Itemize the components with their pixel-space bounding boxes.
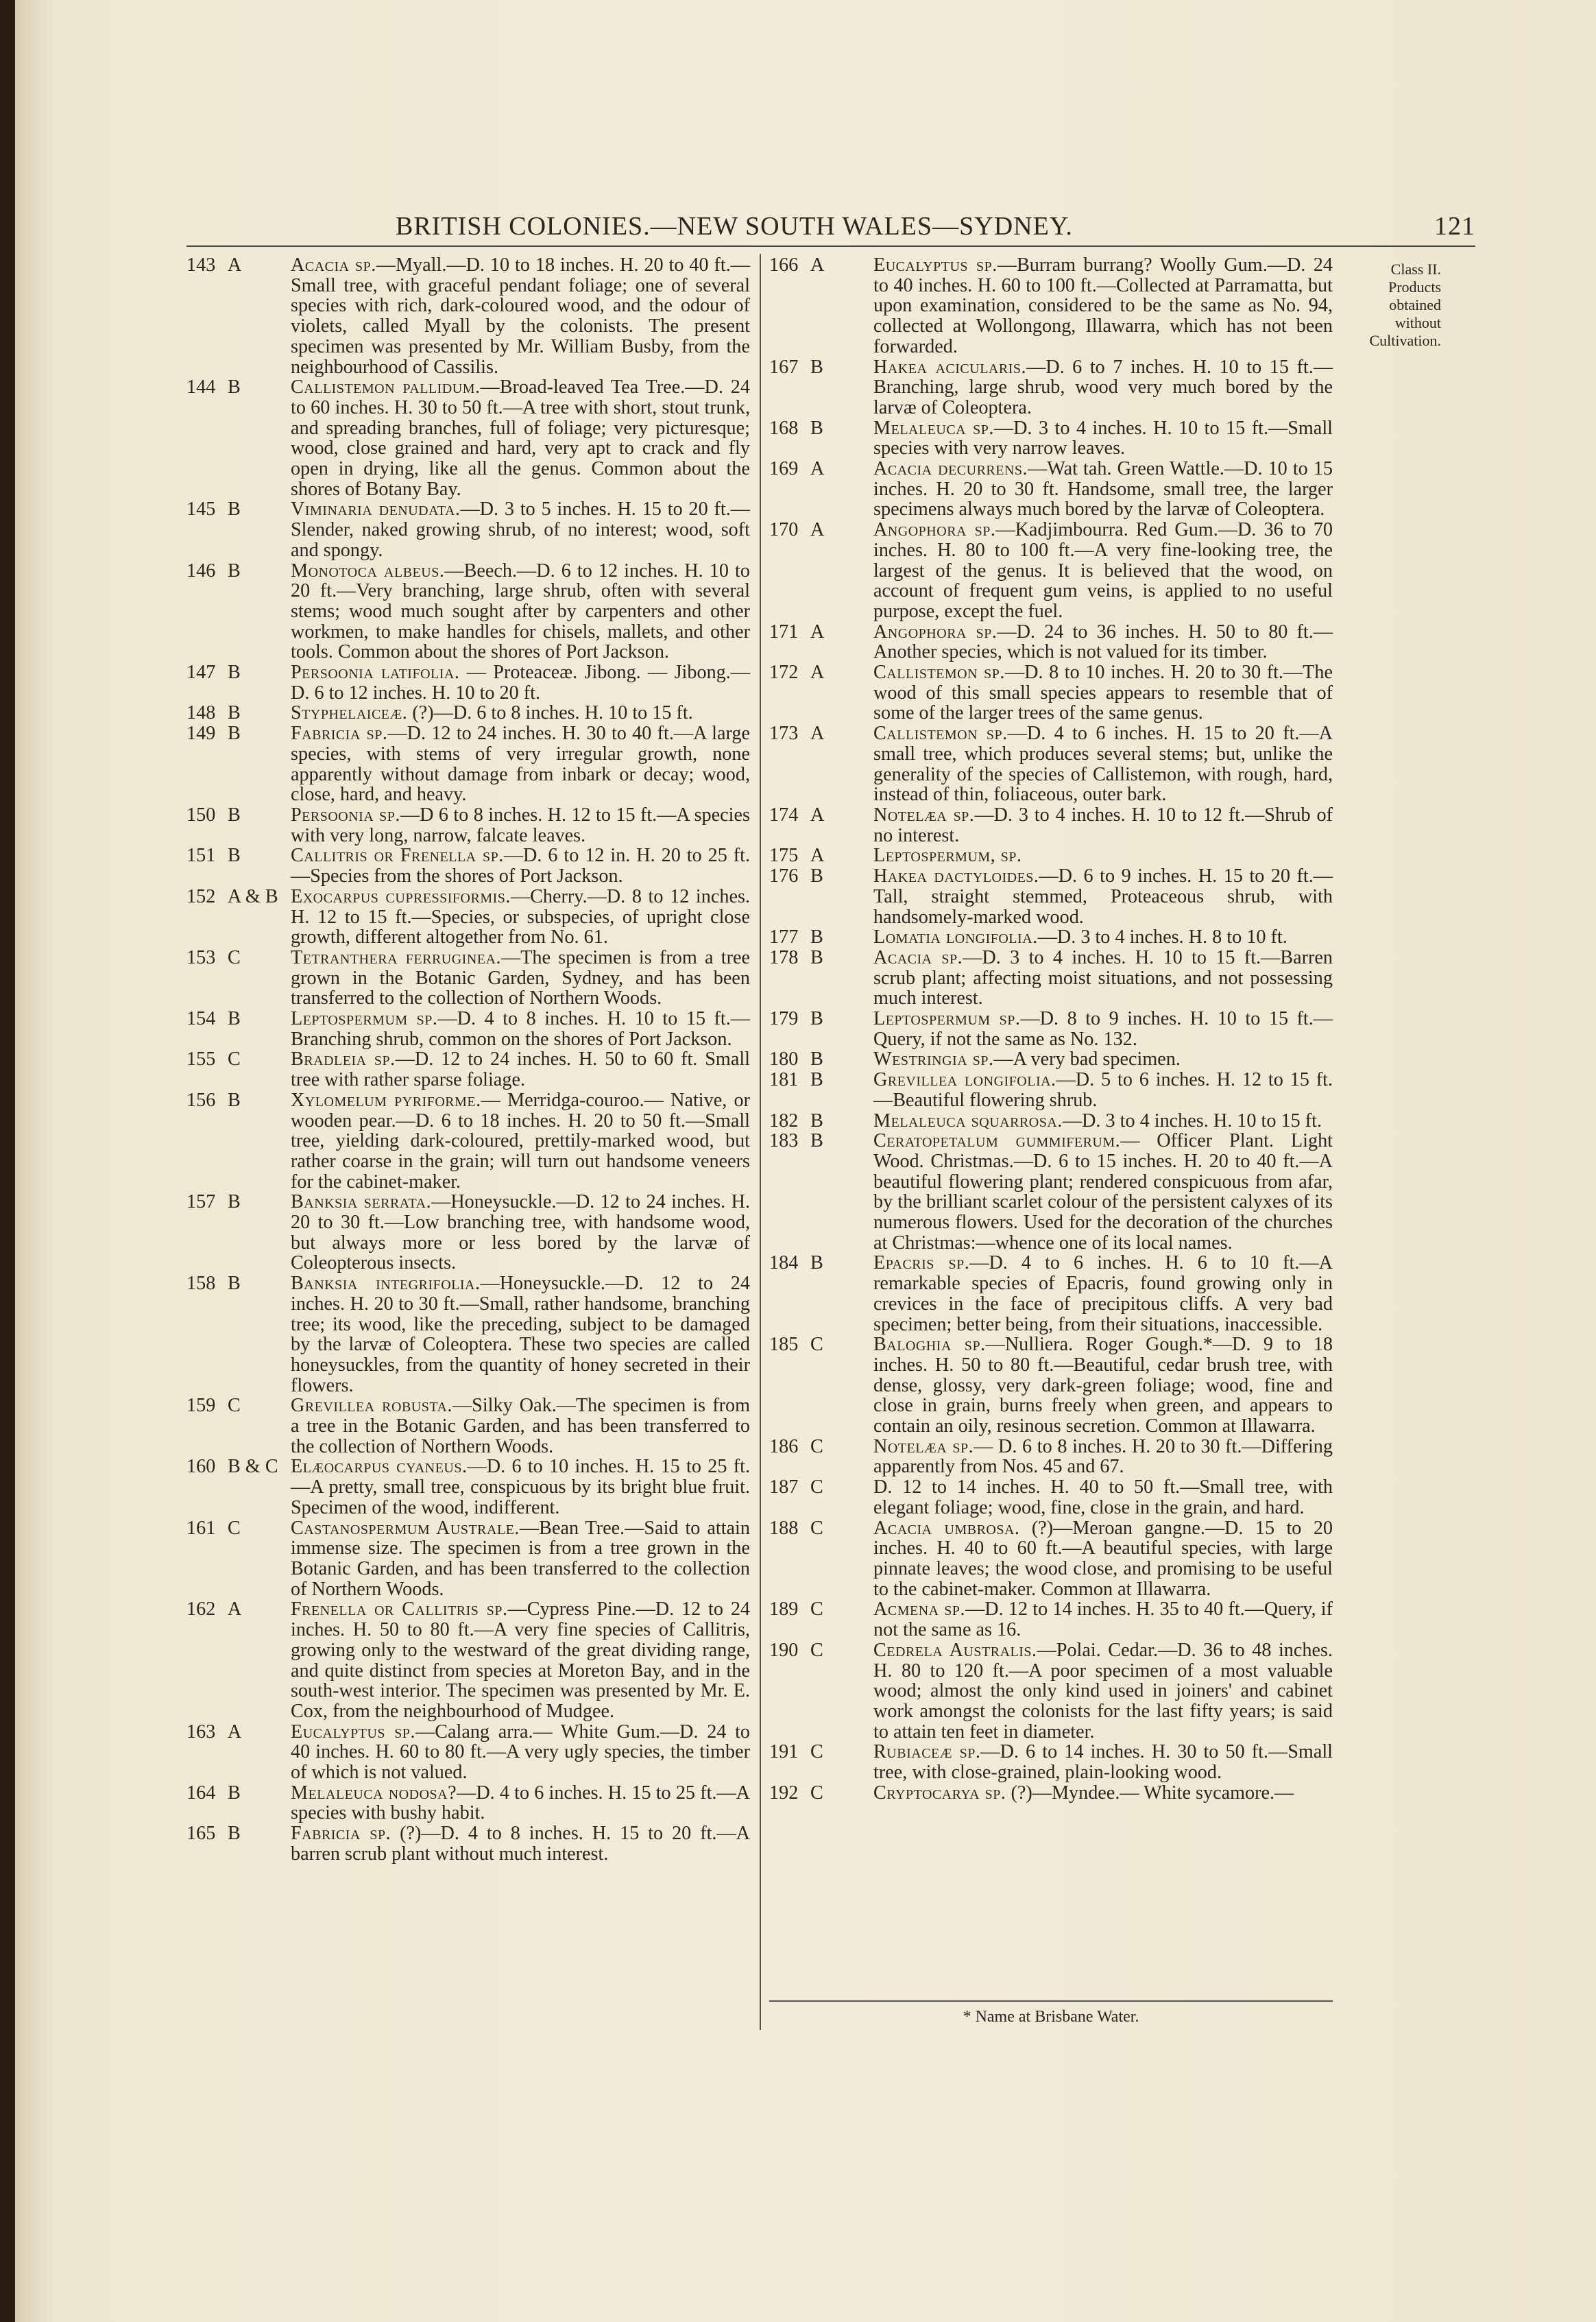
entry-number: 180 <box>769 1049 799 1070</box>
species-name: Persoonia sp. <box>291 804 400 826</box>
entry-number: 187 <box>769 1476 799 1498</box>
entry-description: —D. 24 to 36 inches. H. 50 to 80 ft.—Another species, which is not valued for its timber. <box>873 621 1333 663</box>
species-name: Cedrela Australis. <box>873 1639 1037 1661</box>
entry-number: 149 <box>186 723 216 745</box>
catalogue-entry <box>769 1334 1333 1437</box>
footnote: * Name at Brisbane Water. <box>963 2008 1139 2026</box>
entry-description: —Silky Oak.—The specimen is from a tree in the Botanic Garden, and has been transferred to the collection of Northern Woods. <box>291 1395 750 1457</box>
species-name: Fabricia sp. <box>291 1823 391 1845</box>
species-name: Styphelaiceæ. <box>291 702 408 724</box>
catalogue-entry <box>769 520 1333 622</box>
entry-description: —D. 8 to 9 inches. H. 10 to 15 ft.—Query, if not the same as No. 132. <box>873 1008 1333 1050</box>
entry-description: — D. 6 to 8 inches. H. 20 to 30 ft.—Differing apparently from Nos. 45 and 67. <box>873 1435 1333 1478</box>
entry-description: —D. 3 to 5 inches. H. 15 to 20 ft.—Slender, naked growing shrub, of no interest; wood, soft and spongy. <box>291 499 750 561</box>
catalogue-entry <box>769 846 1333 866</box>
entry-grade: C <box>810 1599 823 1620</box>
catalogue-entry <box>769 927 1333 948</box>
entry-grade: B <box>810 865 823 887</box>
species-name: Callistemon sp. <box>873 723 1008 745</box>
right-column <box>769 255 1333 1803</box>
entry-description: —Burram burrang? Woolly Gum.—D. 24 to 40 inches. H. 60 to 100 ft.—Collected at Parramatta, but upon examination, considered to be the same as No. 94, collected at Wollongong, Illawarra, which has not been forwarded. <box>873 254 1333 357</box>
catalogue-entry <box>186 1192 750 1273</box>
entry-grade: B <box>228 723 241 745</box>
species-name: Leptospermum sp. <box>873 1008 1021 1030</box>
entry-number: 186 <box>769 1435 799 1457</box>
entry-grade: C <box>810 1334 823 1356</box>
species-name: Ceratopetalum gummiferum. <box>873 1130 1121 1152</box>
entry-number: 148 <box>186 702 216 724</box>
catalogue-entry <box>186 561 750 663</box>
entry-number: 177 <box>769 926 799 948</box>
entry-description: —D. 4 to 6 inches. H. 15 to 25 ft.—A species with bushy habit. <box>291 1782 751 1824</box>
catalogue-entry <box>186 1783 750 1823</box>
entry-description: —Cypress Pine.—D. 12 to 24 inches. H. 50 to 80 ft.—A very fine species of Callitris, growing only to the westward of the great dividing range, and quite distinct from species at Moreton Bay, and in the south-west interior. The specimen was presented by Mr. E. Cox, from the neighbourhood of Mudgee. <box>291 1599 750 1722</box>
catalogue-entry <box>769 1131 1333 1253</box>
entry-description: — Merridga-couroo.— Native, or wooden pear.—D. 6 to 18 inches. H. 20 to 50 ft.—Small tree, yielding dark-coloured, prettily-marked wood, but rather coarse in the grain; will turn out handsome veneers for the cabinet-maker. <box>291 1089 750 1193</box>
entry-description: (?)—D. 6 to 8 inches. H. 10 to 15 ft. <box>407 702 693 724</box>
catalogue-entry <box>186 723 750 805</box>
entry-number: 157 <box>186 1191 216 1213</box>
catalogue-entry <box>186 1722 750 1783</box>
entry-grade: B <box>810 417 823 439</box>
entry-grade: B <box>810 356 823 378</box>
species-name: Epacris sp. <box>873 1252 970 1274</box>
entry-number: 169 <box>769 458 799 480</box>
entry-grade: A <box>810 519 825 541</box>
entry-grade: B <box>810 946 823 968</box>
entry-number: 161 <box>186 1517 216 1539</box>
entry-number: 159 <box>186 1395 216 1417</box>
catalogue-entry <box>769 1009 1333 1049</box>
species-name: Leptospermum sp. <box>291 1008 438 1030</box>
species-name: Baloghia sp. <box>873 1334 986 1356</box>
entry-description: —D. 4 to 6 inches. H. 6 to 10 ft.—A remarkable species of Epacris, found growing only in crevices in the face of precipitous cliffs. A very bad specimen; better being, from their situations, inaccessible. <box>873 1252 1333 1335</box>
species-name: Castanospermum Australe. <box>291 1517 520 1539</box>
page-title: BRITISH COLONIES.—NEW SOUTH WALES—SYDNEY. <box>396 212 1073 241</box>
catalogue-entry <box>186 1518 750 1600</box>
entry-grade: A <box>810 662 825 684</box>
catalogue-entry <box>769 1049 1333 1070</box>
species-name: Leptospermum, sp. <box>873 845 1022 867</box>
catalogue-entry <box>769 805 1333 846</box>
entry-number: 181 <box>769 1069 799 1091</box>
entry-description: —Nulliera. Roger Gough.*—D. 9 to 18 inches. H. 50 to 80 ft.—Beautiful, cedar brush tree, with dense, glossy, very dark-green foliage; wood, fine and close in grain, burns freely when green, and appears to contain an oily, resinous secretion. Common at Illawarra. <box>873 1334 1333 1437</box>
entry-number: 175 <box>769 845 799 867</box>
entry-number: 166 <box>769 254 799 276</box>
catalogue-entry <box>186 1823 750 1864</box>
entry-number: 182 <box>769 1110 799 1132</box>
entry-grade: B <box>228 1089 241 1111</box>
entry-description: —Kadjimbourra. Red Gum.—D. 36 to 70 inches. H. 80 to 100 ft.—A very fine-looking tree, the largest of the genus. It is believed that the wood, on account of frequent gum veins, is applied to no useful purpose, except the fuel. <box>873 519 1333 622</box>
catalogue-entry <box>769 723 1333 805</box>
species-name: Acacia umbrosa. <box>873 1517 1020 1539</box>
entry-grade: C <box>228 1517 241 1539</box>
catalogue-entry <box>769 1518 1333 1600</box>
entry-number: 144 <box>186 376 216 398</box>
species-name: Melaleuca nodosa? <box>291 1782 457 1804</box>
entry-number: 188 <box>769 1517 799 1539</box>
running-head <box>186 211 1475 246</box>
entry-grade: B <box>228 1273 241 1295</box>
catalogue-entry <box>186 499 750 560</box>
entry-number: 189 <box>769 1599 799 1620</box>
entry-grade: B <box>228 1008 241 1030</box>
entry-description: —D. 6 to 14 inches. H. 30 to 50 ft.—Small tree, with close-grained, plain-looking wood. <box>873 1741 1333 1784</box>
catalogue-entry <box>186 1009 750 1049</box>
entry-grade: A <box>810 458 825 480</box>
entry-description: D. 12 to 14 inches. H. 40 to 50 ft.—Small tree, with elegant foliage; wood, fine, close in the grain, and hard. <box>873 1476 1333 1518</box>
catalogue-entry <box>769 866 1333 927</box>
entry-grade: C <box>228 1395 241 1417</box>
entry-description: —D. 6 to 10 inches. H. 15 to 25 ft.—A pretty, small tree, conspicuous by its bright blue fruit. Specimen of the wood, indifferent. <box>291 1456 751 1518</box>
entry-number: 176 <box>769 865 799 887</box>
entry-description: —D. 4 to 6 inches. H. 15 to 20 ft.—A small tree, which produces several stems; but, unlike the generality of the species of Callistemon, with rough, hard, instead of thin, foliaceous, outer bark. <box>873 723 1333 806</box>
entry-number: 190 <box>769 1639 799 1661</box>
catalogue-entry <box>769 1111 1333 1132</box>
catalogue-entry <box>186 887 750 948</box>
species-name: Eucalyptus sp. <box>873 254 998 276</box>
entry-grade: A <box>228 1599 242 1620</box>
species-name: Hakea dactyloides. <box>873 865 1039 887</box>
entry-description: —Polai. Cedar.—D. 36 to 48 inches. H. 80 to 120 ft.—A poor specimen of a most valuable wood; almost the only kind used in joiners' and cabinet work amongst the colonists for the last fifty years; is said to attain ten feet in diameter. <box>873 1639 1333 1743</box>
entry-grade: B <box>810 1069 823 1091</box>
entry-number: 150 <box>186 804 216 826</box>
catalogue-entry <box>186 662 750 703</box>
entry-number: 179 <box>769 1008 799 1030</box>
catalogue-entry <box>186 377 750 499</box>
entry-description: —Bean Tree.—Said to attain immense size. The specimen is from a tree grown in the Botanic Garden, and has been transferred to the collection of Northern Woods. <box>291 1517 750 1600</box>
entry-description: —D. 3 to 4 inches. H. 10 to 15 ft.—Barren scrub plant; affecting moist situations, and not possessing much interest. <box>873 946 1333 1009</box>
entry-grade: B <box>228 1782 241 1804</box>
entry-number: 178 <box>769 946 799 968</box>
entry-description: —D. 8 to 10 inches. H. 20 to 30 ft.—The wood of this small species appears to resemble that of some of the larger trees of the same genus. <box>873 662 1333 724</box>
catalogue-entry <box>769 459 1333 520</box>
catalogue-entry <box>186 703 750 723</box>
entry-description: —D. 5 to 6 inches. H. 12 to 15 ft.—Beautiful flowering shrub. <box>873 1069 1333 1111</box>
entry-description: —Myall.—D. 10 to 18 inches. H. 20 to 40 ft.—Small tree, with graceful pendant foliage; one of several species with rich, dark-coloured wood, and the odour of violets, called Myall by the colonists. The present specimen was presented by Mr. William Busby, from the neighbourhood of Cassilis. <box>291 254 750 378</box>
species-name: Viminaria denudata. <box>291 499 461 520</box>
species-name: Angophora sp. <box>873 519 996 541</box>
entry-grade: C <box>810 1639 823 1661</box>
entry-grade: B <box>810 1130 823 1152</box>
entry-number: 191 <box>769 1741 799 1763</box>
species-name: Fabricia sp. <box>291 723 388 745</box>
footnote-rule <box>769 2000 1333 2002</box>
species-name: Callistemon sp. <box>873 662 1005 684</box>
species-name: Callitris or Frenella sp. <box>291 845 504 867</box>
entry-number: 165 <box>186 1823 216 1845</box>
catalogue-entry <box>769 1599 1333 1640</box>
catalogue-entry <box>769 1477 1333 1518</box>
entry-description: —D. 12 to 24 inches. H. 30 to 40 ft.—A large species, with stems of very irregular growth, none apparently without damage from inbark or decay; wood, close, hard, and heavy. <box>291 723 750 806</box>
species-name: Lomatia longifolia. <box>873 926 1038 948</box>
entry-grade: B <box>228 702 241 724</box>
entry-description: (?)—D. 4 to 8 inches. H. 15 to 20 ft.—A barren scrub plant without much interest. <box>291 1823 751 1865</box>
catalogue-entry <box>186 1396 750 1457</box>
entry-grade: B <box>228 662 241 684</box>
entry-description: —Honeysuckle.—D. 12 to 24 inches. H. 20 to 30 ft.—Small, rather handsome, branching tree; its wood, like the preceding, subject to be damaged by the larvæ of Coleoptera. These two species are called honeysuckles, from the quantity of honey secreted in their flowers. <box>291 1273 750 1396</box>
entry-description: —A very bad specimen. <box>993 1049 1181 1070</box>
catalogue-entry <box>769 1742 1333 1782</box>
catalogue-entry <box>769 622 1333 662</box>
catalogue-entry <box>769 1783 1333 1804</box>
species-name: Persoonia latifolia. <box>291 662 460 684</box>
species-name: Hakea acicularis. <box>873 356 1027 378</box>
entry-description: — Officer Plant. Light Wood. Christmas.—D. 6 to 15 inches. H. 20 to 40 ft.—A beautiful flowering plant; rendered conspicuous from afar, by the brilliant scarlet colour of the persistent calyxes of its numerous flowers. Used for the decoration of the churches at Christmas:—whence one of its local names. <box>873 1130 1333 1254</box>
entry-number: 162 <box>186 1599 216 1620</box>
entry-grade: B <box>228 1191 241 1213</box>
entry-number: 184 <box>769 1252 799 1274</box>
entry-number: 151 <box>186 845 216 867</box>
entry-grade: B <box>228 1823 241 1845</box>
entry-description: —Cherry.—D. 8 to 12 inches. H. 12 to 15 ft.—Species, or subspecies, of upright close growth, different altogether from No. 61. <box>291 885 750 948</box>
entry-description: —Calang arra.— White Gum.—D. 24 to 40 inches. H. 60 to 80 ft.—A very ugly species, the timber of which is not valued. <box>291 1721 750 1784</box>
catalogue-entry <box>769 1437 1333 1477</box>
entry-grade: B <box>810 926 823 948</box>
species-name: Frenella or Callitris sp. <box>291 1599 508 1620</box>
left-column <box>186 255 750 1865</box>
entry-grade: C <box>810 1517 823 1539</box>
entry-grade: A <box>810 254 825 276</box>
entry-grade: B <box>810 1049 823 1070</box>
entry-number: 192 <box>769 1782 799 1804</box>
entry-description: —D. 3 to 4 inches. H. 8 to 10 ft. <box>1037 926 1287 948</box>
entry-number: 163 <box>186 1721 216 1743</box>
species-name: Angophora sp. <box>873 621 998 643</box>
catalogue-entry <box>769 255 1333 357</box>
entry-number: 173 <box>769 723 799 745</box>
entry-description: —D. 6 to 9 inches. H. 15 to 20 ft.— Tall, straight stemmed, Proteaceous shrub, with handsomely-marked wood. <box>873 865 1333 928</box>
entry-number: 168 <box>769 417 799 439</box>
entry-description: — Proteaceæ. Jibong. — Jibong.—D. 6 to 12 inches. H. 10 to 20 ft. <box>291 662 750 704</box>
catalogue-entry <box>186 1457 750 1518</box>
entry-description: —D 6 to 8 inches. H. 12 to 15 ft.—A species with very long, narrow, falcate leaves. <box>291 804 750 846</box>
species-name: Melaleuca sp. <box>873 417 994 439</box>
species-name: Notelæa sp. <box>873 804 975 826</box>
entry-grade: C <box>810 1435 823 1457</box>
catalogue-entry <box>769 1640 1333 1743</box>
species-name: Tetranthera ferruginea. <box>291 946 501 968</box>
catalogue-entry <box>186 255 750 377</box>
species-name: Westringia sp. <box>873 1049 994 1070</box>
entry-description: (?)—Meroan gangne.—D. 15 to 20 inches. H. 40 to 60 ft.—A beautiful species, with large pinnate leaves; the wood close, and promising to be useful to the cabinet-maker. Common at Illawarra. <box>873 1517 1333 1600</box>
entry-number: 152 <box>186 885 216 907</box>
entry-grade: B & C <box>228 1456 278 1478</box>
entry-description: —D. 4 to 8 inches. H. 10 to 15 ft.—Branching shrub, common on the shores of Port Jackson. <box>291 1008 750 1050</box>
catalogue-entry <box>769 948 1333 1009</box>
entry-description: —D. 3 to 4 inches. H. 10 to 15 ft. <box>1062 1110 1322 1132</box>
entry-grade: C <box>810 1476 823 1498</box>
entry-number: 174 <box>769 804 799 826</box>
catalogue-entry <box>769 1253 1333 1334</box>
species-name: Monotoca albeus. <box>291 560 445 582</box>
entry-description: —D. 6 to 12 in. H. 20 to 25 ft.—Species from the shores of Port Jackson. <box>291 845 750 887</box>
entry-grade: C <box>810 1782 823 1804</box>
catalogue-entry <box>186 1049 750 1090</box>
catalogue-entry <box>186 805 750 846</box>
species-name: Notelæa sp. <box>873 1435 974 1457</box>
entry-grade: B <box>810 1252 823 1274</box>
species-name: Cryptocarya sp. <box>873 1782 1006 1804</box>
entry-grade: C <box>228 946 241 968</box>
entry-number: 147 <box>186 662 216 684</box>
entry-number: 145 <box>186 499 216 520</box>
entry-grade: A <box>810 845 825 867</box>
entry-number: 170 <box>769 519 799 541</box>
catalogue-entry <box>769 357 1333 418</box>
species-name: Melaleuca squarrosa. <box>873 1110 1063 1132</box>
entry-description: —D. 3 to 4 inches. H. 10 to 15 ft.—Small species with very narrow leaves. <box>873 417 1333 459</box>
entry-grade: B <box>810 1110 823 1132</box>
entry-grade: C <box>810 1741 823 1763</box>
entry-grade: A <box>228 254 242 276</box>
catalogue-entry <box>769 418 1333 459</box>
header-rule <box>186 246 1475 247</box>
entry-description: (?)—Myndee.— White sycamore.— <box>1006 1782 1294 1804</box>
entry-grade: A <box>810 723 825 745</box>
species-name: Bradleia sp. <box>291 1049 396 1070</box>
entry-number: 160 <box>186 1456 216 1478</box>
entry-description: —D. 3 to 4 inches. H. 10 to 12 ft.—Shrub of no interest. <box>873 804 1333 846</box>
entry-description: —D. 12 to 14 inches. H. 35 to 40 ft.—Query, if not the same as 16. <box>873 1599 1333 1641</box>
entry-grade: A <box>228 1721 242 1743</box>
species-name: Eucalyptus sp. <box>291 1721 415 1743</box>
species-name: Callistemon pallidum. <box>291 376 481 398</box>
species-name: Rubiaceæ sp. <box>873 1741 981 1763</box>
catalogue-entry <box>769 662 1333 723</box>
marginal-note-line: Cultivation. <box>1369 332 1441 349</box>
column-divider <box>760 254 761 2030</box>
species-name: Grevillea robusta. <box>291 1395 452 1417</box>
entry-number: 164 <box>186 1782 216 1804</box>
entry-number: 171 <box>769 621 799 643</box>
catalogue-entry <box>186 1599 750 1721</box>
species-name: Elæocarpus cyaneus. <box>291 1456 468 1478</box>
entry-description: —Broad-leaved Tea Tree.—D. 24 to 60 inches. H. 30 to 50 ft.—A tree with short, stout trunk, and spreading branches, full of foliage; very picturesque; wood, close grained and hard, very apt to crack and fly open in drying, like all the genus. Common about the shores of Botany Bay. <box>291 376 750 500</box>
species-name: Xylomelum pyriforme. <box>291 1089 481 1111</box>
entry-grade: B <box>228 499 241 520</box>
entry-grade: B <box>810 1008 823 1030</box>
marginal-note-line: obtained <box>1389 296 1441 313</box>
catalogue-entry <box>186 1273 750 1396</box>
species-name: Acacia sp. <box>291 254 376 276</box>
species-name: Acacia decurrens. <box>873 458 1028 480</box>
entry-number: 167 <box>769 356 799 378</box>
entry-number: 143 <box>186 254 216 276</box>
species-name: Banksia integrifolia. <box>291 1273 481 1295</box>
species-name: Grevillea longifolia. <box>873 1069 1056 1091</box>
entry-number: 154 <box>186 1008 216 1030</box>
entry-grade: A <box>810 804 825 826</box>
species-name: Acacia sp. <box>873 946 963 968</box>
entry-number: 146 <box>186 560 216 582</box>
page-number: 121 <box>1434 212 1475 241</box>
entry-number: 153 <box>186 946 216 968</box>
entry-description: —The specimen is from a tree grown in the Botanic Garden, Sydney, and has been transferred to the collection of Northern Woods. <box>291 946 750 1009</box>
entry-grade: B <box>228 804 241 826</box>
entry-grade: B <box>228 376 241 398</box>
marginal-note <box>1352 261 1441 350</box>
entry-grade: B <box>228 845 241 867</box>
catalogue-entry <box>769 1070 1333 1110</box>
catalogue-entry <box>186 948 750 1009</box>
species-name: Banksia serrata. <box>291 1191 432 1213</box>
catalogue-entry <box>186 846 750 886</box>
entry-number: 156 <box>186 1089 216 1111</box>
entry-number: 172 <box>769 662 799 684</box>
marginal-note-line: Products <box>1388 278 1441 296</box>
entry-description: —D. 6 to 7 inches. H. 10 to 15 ft.—Branching, large shrub, wood very much bored by the larvæ of Coleoptera. <box>873 356 1333 418</box>
entry-number: 158 <box>186 1273 216 1295</box>
entry-number: 155 <box>186 1049 216 1070</box>
entry-grade: C <box>228 1049 241 1070</box>
marginal-note-line: Class II. <box>1390 261 1441 278</box>
entry-description: —Wat tah. Green Wattle.—D. 10 to 15 inches. H. 20 to 30 ft. Handsome, small tree, the larger specimens always much bored by the larvæ of Coleoptera. <box>873 458 1333 520</box>
entry-grade: A <box>810 621 825 643</box>
species-name: Exocarpus cupressiformis. <box>291 885 511 907</box>
entry-description: —Honeysuckle.—D. 12 to 24 inches. H. 20 to 30 ft.—Low branching tree, with handsome wood, but always more or less bored by the larvæ of Coleopterous insects. <box>291 1191 750 1274</box>
marginal-note-line: without <box>1394 314 1441 331</box>
entry-number: 183 <box>769 1130 799 1152</box>
entry-description: —D. 12 to 24 inches. H. 50 to 60 ft. Small tree with rather sparse foliage. <box>291 1049 750 1091</box>
catalogue-entry <box>186 1090 750 1193</box>
entry-number: 185 <box>769 1334 799 1356</box>
entry-description: —Beech.—D. 6 to 12 inches. H. 10 to 20 ft.—Very branching, large shrub, often with several stems; wood much sought after by carpenters and other workmen, to make handles for chisels, mallets, and other tools. Common about the shores of Port Jackson. <box>291 560 750 663</box>
book-page <box>15 0 1596 2322</box>
entry-grade: B <box>228 560 241 582</box>
entry-grade: A & B <box>228 885 278 907</box>
species-name: Acmena sp. <box>873 1599 966 1620</box>
